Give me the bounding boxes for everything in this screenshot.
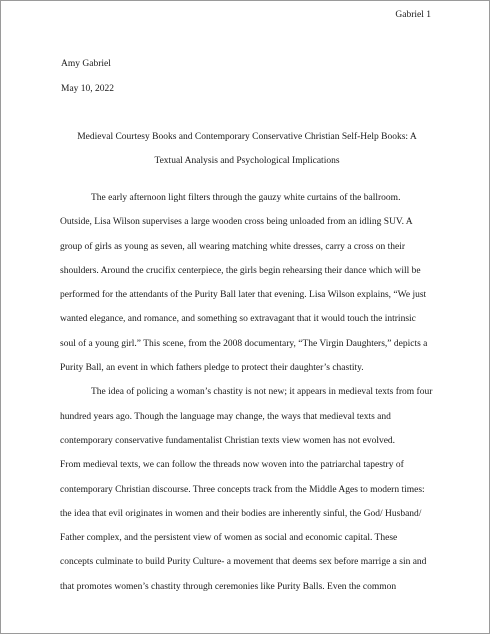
text-line: that promotes women’s chastity through ceremonies like Purity Balls. Even the common — [60, 581, 397, 592]
paper-title — [57, 125, 437, 173]
author-name: Amy Gabriel — [61, 59, 111, 69]
text-line: The early afternoon light filters through the gauzy white curtains of the ballroom. — [91, 193, 401, 203]
paragraph — [60, 186, 438, 380]
text-line: performed for the attendants of the Purity Ball later that evening. Lisa Wilson explains, “We just — [60, 290, 427, 301]
text-line: contemporary Christian discourse. Three concepts track from the Middle Ages to modern times: — [60, 484, 425, 495]
running-head: Gabriel 1 — [395, 10, 431, 20]
text-line: soul of a young girl.” This scene, from the 2008 documentary, “The Virgin Daughters,” depicts a — [60, 338, 428, 349]
text-line: From medieval texts, we can follow the threads now woven into the patriarchal tapestry of — [60, 460, 404, 471]
title-line: Textual Analysis and Psychological Implications — [154, 156, 340, 167]
text-line: shoulders. Around the crucifix centerpiece, the girls begin rehearsing their dance which will be — [60, 265, 421, 276]
text-line: the idea that evil originates in women and their bodies are inherently sinful, the God/ Husband/ — [60, 508, 422, 519]
title-line: Medieval Courtesy Books and Contemporary Conservative Christian Self-Help Books: A — [77, 132, 417, 142]
text-line: Outside, Lisa Wilson supervises a large wooden cross being unloaded from an idling SUV. A — [60, 217, 413, 228]
paragraph — [60, 380, 438, 599]
text-line: hundred years ago. Though the language may change, the ways that medieval texts and — [60, 411, 391, 422]
text-line: concepts culminate to build Purity Culture- a movement that deems sex before marrige a sin and — [60, 557, 427, 568]
body-text — [60, 186, 438, 599]
text-line: contemporary conservative fundamentalist Christian texts view women has not evolved. — [60, 435, 396, 446]
text-line: wanted elegance, and romance, and something so extravagant that it would touch the intrinsic — [60, 314, 416, 325]
text-line: Father complex, and the persistent view of women as social and economic capital. These — [60, 533, 398, 544]
document-date: May 10, 2022 — [61, 84, 115, 94]
text-line: group of girls as young as seven, all wearing matching white dresses, carry a cross on their — [60, 241, 406, 252]
text-line: Purity Ball, an event in which fathers pledge to protect their daughter’s chastity. — [60, 363, 364, 374]
text-line: The idea of policing a woman’s chastity is not new; it appears in medieval texts from four — [91, 387, 433, 398]
